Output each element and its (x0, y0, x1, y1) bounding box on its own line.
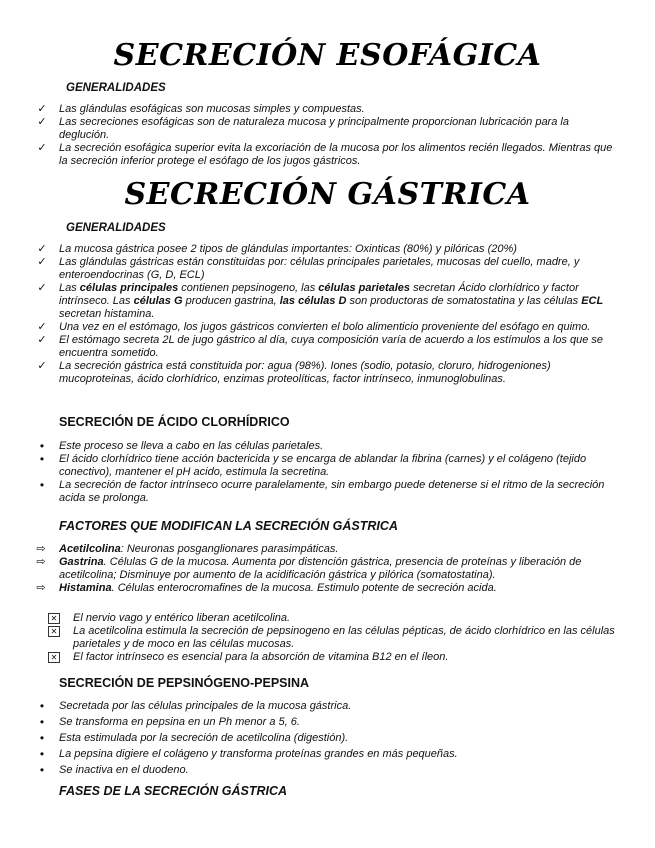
bullet-icon: • (39, 439, 45, 453)
factores-heading: FACTORES QUE MODIFICAN LA SECRECIÓN GÁSTRICA (59, 519, 398, 533)
list-item: ⇨ Histamina. Células enterocromafines de la mucosa. Estimulo potente de secreción acida. (36, 582, 497, 594)
box-x-icon: ✕ (48, 652, 60, 663)
list-item: ✓ Las células principales contienen pepsinogeno, las células parietales secretan Ácido clorhídrico y factor intrínseco. Las células G producen gastrina, las células D son productoras de somatostatina y las células ECL secretan histamina. (37, 282, 604, 320)
pepsina-list (39, 699, 619, 780)
pepsinogeno-heading: SECRECIÓN DE PEPSINÓGENO-PEPSINA (59, 676, 310, 690)
check-icon: ✓ (37, 103, 47, 115)
factores-box-list (50, 612, 619, 664)
list-item: • Este proceso se lleva a cabo en las células parietales. (59, 440, 619, 453)
list-item: ✓ Las glándulas gástricas están constituidas por: células principales parietales, mucosas del cuello, madre, y enteroendocrinas (G, D, ECL) (37, 256, 580, 281)
arrow-right-icon: ⇨ (36, 582, 46, 594)
check-icon: ✓ (37, 116, 47, 128)
list-item: ✓ Las glándulas esofágicas son mucosas simples y compuestas. (37, 103, 365, 115)
list-item: ✕ El nervio vago y entérico liberan acetilcolina. (73, 612, 619, 625)
check-icon: ✓ (37, 360, 47, 372)
esofagica-list (37, 103, 619, 168)
check-icon: ✓ (37, 321, 47, 333)
list-item: ⇨ Gastrina. Células G de la mucosa. Aumenta por distención gástrica, presencia de proteínas y liberación de acetilcolina; Disminuye por aumento de la acidificación gástrica y pilórica (somatostatina). (36, 556, 582, 581)
list-item: ✓ Una vez en el estómago, los jugos gástricos convierten el bolo alimenticio proveniente del esófago en quimo. (37, 321, 591, 333)
bullet-icon: • (39, 731, 45, 745)
list-item: ✓ Las secreciones esofágicas son de naturaleza mucosa y principalmente proporcionan lubricación para la deglución. (37, 116, 569, 141)
check-icon: ✓ (37, 256, 47, 268)
box-x-icon: ✕ (48, 613, 60, 624)
check-icon: ✓ (37, 142, 47, 154)
title-secrecion-gastrica: SECRECIÓN GÁSTRICA (124, 177, 531, 212)
check-icon: ✓ (37, 243, 47, 255)
list-item: • Se transforma en pepsina en un Ph menor a 5, 6. (59, 716, 619, 729)
list-item: ✓ La secreción esofágica superior evita la excoriación de la mucosa por los alimentos recién llegados. Mientras que la secreción inferior protege el esófago de los jugos gástricos. (37, 142, 613, 167)
title-secrecion-esofagica: SECRECIÓN ESOFÁGICA (113, 38, 542, 73)
list-item: • Esta estimulada por la secreción de acetilcolina (digestión). (59, 732, 619, 745)
list-item: ✓ La mucosa gástrica posee 2 tipos de glándulas importantes: Oxinticas (80%) y pilóricas (20%) (37, 243, 517, 255)
list-item: ⇨ Acetilcolina: Neuronas posganglionares parasimpáticas. (36, 543, 339, 555)
list-item: ✓ La secreción gástrica está constituida por: agua (98%). Iones (sodio, potasio, cloruro, hidrogeniones) mucoproteinas, ácido clorhídrico, enzimas proteolíticas, factor intrínseco, inmunoglobulinas. (37, 360, 551, 385)
list-item: • El ácido clorhídrico tiene acción bactericida y se encarga de ablandar la fibrina (carnes) y el colágeno (tejido conectivo), mantener el pH acido, estimula la secretina. (59, 453, 619, 479)
box-x-icon: ✕ (48, 626, 60, 637)
acido-list (39, 439, 619, 505)
bullet-icon: • (39, 699, 45, 713)
bullet-icon: • (39, 478, 45, 492)
list-item: • La secreción de factor intrínseco ocurre paralelamente, sin embargo puede detenerse si el ritmo de la secreción acida se prolonga. (59, 479, 619, 505)
arrow-right-icon: ⇨ (36, 556, 46, 568)
gastrica-list (37, 243, 619, 386)
list-item: • La pepsina digiere el colágeno y transforma proteínas grandes en más pequeñas. (59, 748, 619, 761)
list-item: • Secretada por las células principales de la mucosa gástrica. (59, 700, 619, 713)
check-icon: ✓ (37, 334, 47, 346)
bullet-icon: • (39, 763, 45, 777)
factores-list (36, 543, 619, 595)
arrow-right-icon: ⇨ (36, 543, 46, 555)
bullet-icon: • (39, 747, 45, 761)
check-icon: ✓ (37, 282, 47, 294)
bullet-icon: • (39, 715, 45, 729)
esofagica-generalidades-heading: GENERALIDADES (66, 82, 166, 94)
list-item: • Se inactiva en el duodeno. (59, 764, 619, 777)
fases-heading: FASES DE LA SECRECIÓN GÁSTRICA (59, 784, 288, 798)
gastrica-generalidades-heading: GENERALIDADES (66, 222, 166, 234)
acido-clorhidrico-heading: SECRECIÓN DE ÁCIDO CLORHÍDRICO (59, 415, 290, 429)
bullet-icon: • (39, 452, 45, 466)
list-item: ✕ La acetilcolina estimula la secreción de pepsinogeno en las células pépticas, de ácido clorhídrico en las células parietales y de moco en las células mucosas. (73, 625, 619, 651)
list-item: ✕ El factor intrínseco es esencial para la absorción de vitamina B12 en el íleon. (73, 651, 619, 664)
list-item: ✓ El estómago secreta 2L de jugo gástrico al día, cuya composición varía de acuerdo a los estímulos a los que se encuentra sometido. (37, 334, 603, 359)
